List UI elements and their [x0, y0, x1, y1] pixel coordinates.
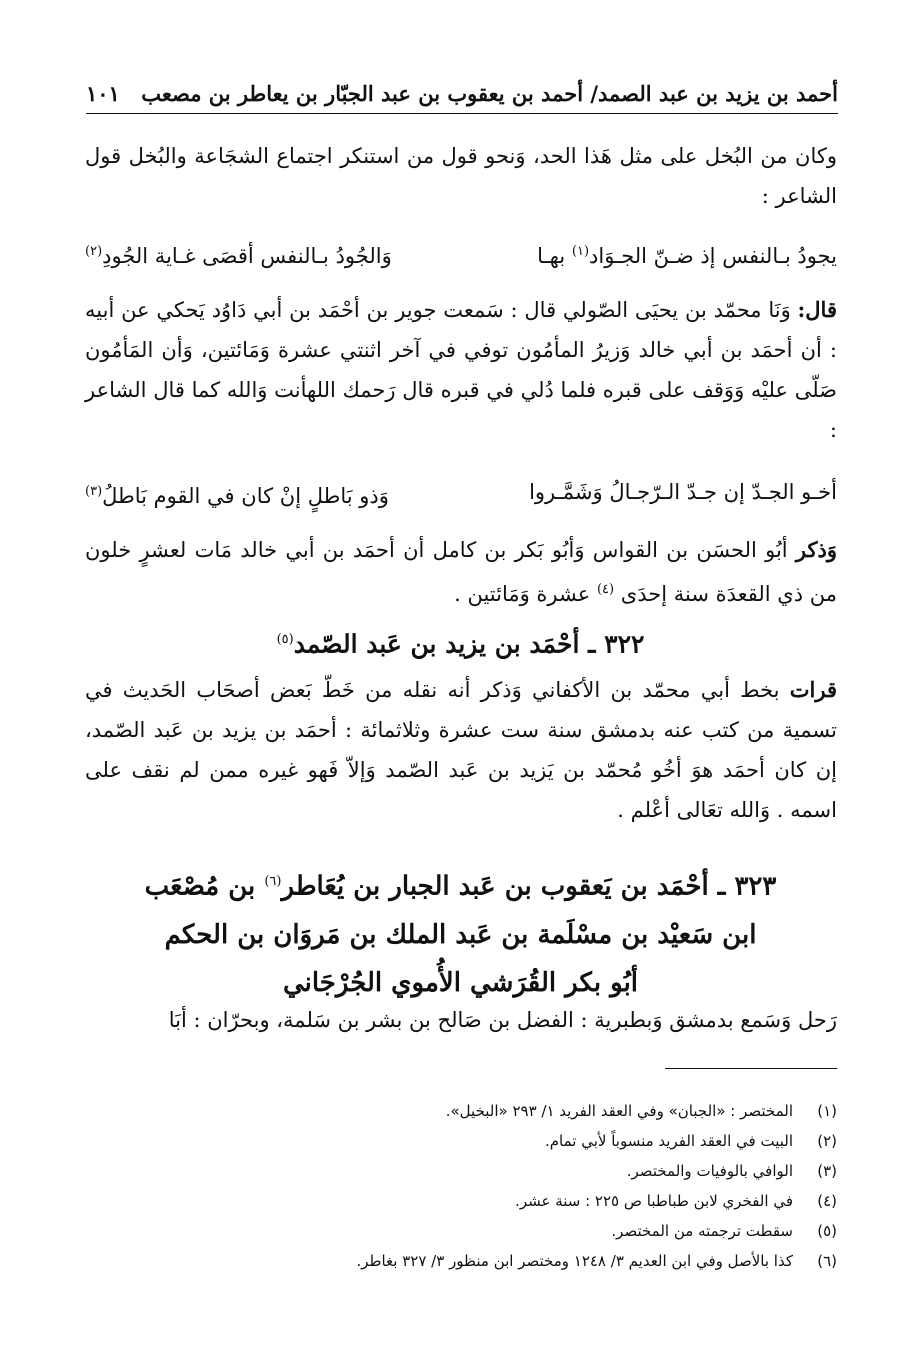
- verse-2-second-hemistich: وَذو بَاطلٍ إنْ كان في القوم بَاطلُ$^{(٣)}$: [85, 484, 389, 508]
- footnote-1: (١) المختصر : «الجبان» وفي العقد الفريد ١/ ٢٩٣ «البخيل».: [445, 1102, 837, 1120]
- footnote-separator: [665, 1068, 837, 1069]
- paragraph-4-lead: قرات: [789, 677, 837, 702]
- paragraph-2-text: وَنَا محمّد بن يحيَى الصّولي قال : سَمعت جوير بن أحْمَد بن أبي دَاوُد يَحكي عن أبيه : أن أحمَد بن أبي خالد وَزيرُ المأمُون توفي في آخر اثنتي عشرة وَمَائتين، وَأن المَأمُون صَلّى عليْه وَوَقف على قبره فلما دُلي في قبره قال رَحمك اللهأنت وَالله كما قال الشاعر :: [85, 298, 837, 442]
- footnote-4: (٤) في الفخري لابن طباطبا ص ٢٢٥ : سنة عشر.: [515, 1192, 837, 1210]
- paragraph-4: [85, 670, 837, 830]
- entry-322-heading: ٣٢٢ ـ أحْمَد بن يزيد بن عَبد الصّمد$^{(٥)}$: [276, 629, 645, 659]
- running-header: [86, 72, 838, 106]
- page-number: ١٠١: [86, 81, 120, 106]
- verse-1-second-hemistich: وَالجُودُ بـالنفس أقصَى غـاية الجُودِ$^{(٢)}$: [85, 244, 392, 268]
- verse-2: [85, 472, 837, 516]
- paragraph-3: وَذكر أبُو الحسَن بن القواس وَأبُو بَكر بن كامل أن أحمَد بن أبي خالد مَات لعشرٍ خلون من ذي القعدَة سنة إحدَى $^{(٤)}$ عشرة وَمَائتين .: [85, 537, 837, 606]
- paragraph-2-lead: قال:: [797, 297, 837, 322]
- entry-323-line-2: ابن سَعيْد بن مسْلَمة بن عَبد الملك بن مَروَان بن الحكم: [164, 919, 757, 950]
- verse-1-first-hemistich: يجودُ بـالنفس إذ ضـنّ الجـوَاد$^{(١)}$ بهـا: [537, 244, 837, 268]
- footnote-2: (٢) البيت في العقد الفريد منسوباً لأبي تمام.: [544, 1132, 837, 1150]
- footnote-5: (٥) سقطت ترجمته من المختصر.: [611, 1222, 837, 1240]
- verse-1: [85, 232, 837, 276]
- entry-323-heading: [0, 858, 921, 1007]
- footnote-ref-6[interactable]: (٦): [264, 874, 282, 889]
- verse-2-first-hemistich: أخـو الجـدّ إن جـدّ الـرّجـالُ وَشَمَّـروا: [529, 480, 837, 504]
- footnote-ref-5[interactable]: (٥): [276, 632, 294, 647]
- paragraph-3-lead: وَذكر: [795, 537, 837, 562]
- paragraph-4-text: بخط أبي محمّد بن الأكفاني وَذكر أنه نقله من خَطّ بَعض أصحَاب الحَديث في تسمية من كتب عنه بدمشق سنة ست عشرة وثلاثمائة : أحمَد بن يزيد بن عَبد الصّمد، إن كان أحمَد هوَ أخُو مُحمّد بن يَزيد بن عَبد الصّمد وَإلاّ فَهو غيره ممن لم نقف على اسمه . وَالله تعَالى أعْلم .: [85, 678, 837, 822]
- footnote-ref-4[interactable]: (٤): [596, 582, 615, 597]
- header-rule: [86, 113, 838, 114]
- footnote-ref-3[interactable]: (٣): [85, 484, 103, 499]
- entry-323-line-1: ٣٢٣ ـ أحْمَد بن يَعقوب بن عَبد الجبار بن يُعَاطر$^{(٦)}$ بن مُصْعَب: [144, 871, 777, 902]
- running-title: أحمد بن يزيد بن عبد الصمد/ أحمد بن يعقوب بن عبد الجبّار بن يعاطر بن مصعب: [141, 81, 838, 106]
- entry-323-line-3: أبُو بكر القُرَشي الأُموي الجُرْجَاني: [282, 967, 639, 998]
- paragraph-2: [85, 290, 837, 450]
- footnote-3: (٣) الوافي بالوفيات والمختصر.: [626, 1162, 837, 1180]
- paragraph-1: وكان من البُخل على مثل هَذا الحد، وَنحو قول من استنكر اجتماع الشجَاعة والبُخل قول الشاعر :: [85, 144, 837, 208]
- footnotes: [85, 1096, 837, 1276]
- paragraph-5: رَحل وَسَمع بدمشق وَبطبرية : الفضل بن صَالح بن بشر بن سَلمة، وبحرّان : أبَا: [168, 1008, 837, 1032]
- footnote-6: (٦) كذا بالأصل وفي ابن العديم ٣/ ١٢٤٨ ومختصر ابن منظور ٣/ ٣٢٧ بغاطر.: [356, 1252, 837, 1270]
- footnote-ref-2[interactable]: (٢): [85, 244, 103, 259]
- footnote-ref-1[interactable]: (١): [571, 244, 590, 259]
